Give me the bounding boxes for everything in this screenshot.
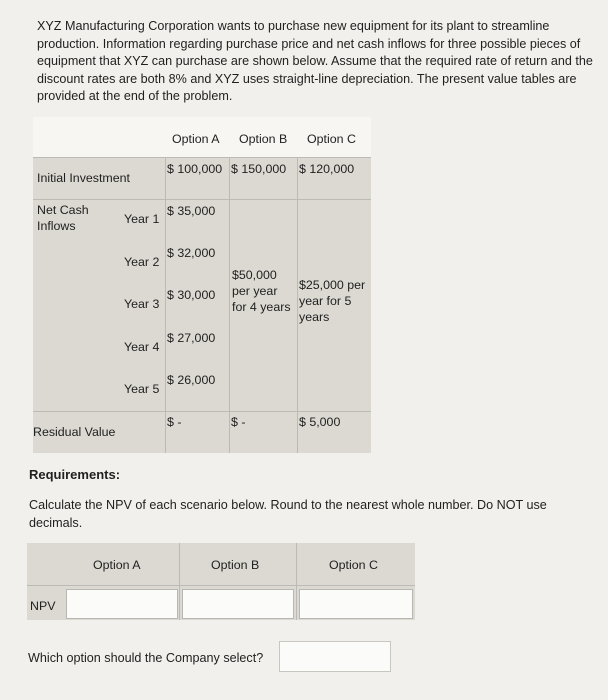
initial-investment-c: $ 120,000 — [299, 162, 355, 176]
npv-option-a-input[interactable] — [66, 589, 178, 619]
problem-intro: XYZ Manufacturing Corporation wants to purchase new equipment for its plant to streamline production. Information regarding purchase price and net cash inflows for three possible pieces of equipment that XYZ can purchase are shown below. Assume that the required rate of return and the discount rates are both 8% and XYZ uses straight-line depreciation. The present value tables are provided at the end of the problem. — [37, 19, 593, 103]
initial-investment-a: $ 100,000 — [167, 162, 223, 176]
year-2-label: Year 2 — [124, 255, 160, 269]
selection-question: Which option should the Company select? — [28, 651, 264, 665]
initial-investment-b: $ 150,000 — [231, 162, 287, 176]
npv-row-label: NPV — [30, 599, 56, 613]
year-4-option-a: $ 27,000 — [167, 331, 216, 345]
year-2-option-a: $ 32,000 — [167, 246, 216, 260]
residual-value-b: $ - — [231, 415, 246, 429]
residual-value-c: $ 5,000 — [299, 415, 341, 429]
year-5-label: Year 5 — [124, 382, 160, 396]
answer-header-option-c: Option C — [329, 558, 378, 572]
npv-option-b-input[interactable] — [182, 589, 294, 619]
residual-value-label: Residual Value — [33, 425, 116, 439]
header-option-c: Option C — [307, 132, 356, 146]
option-c-inflows: $25,000 per year for 5 years — [299, 278, 366, 324]
year-3-label: Year 3 — [124, 297, 160, 311]
header-option-a: Option A — [172, 132, 220, 146]
npv-answer-table — [27, 543, 415, 620]
net-cash-inflows-label: Net Cash Inflows — [37, 203, 89, 233]
requirements-text: Calculate the NPV of each scenario below. Round to the nearest whole number. Do NOT use decimals. — [29, 498, 547, 530]
npv-option-c-input[interactable] — [299, 589, 413, 619]
header-option-b: Option B — [239, 132, 288, 146]
year-4-label: Year 4 — [124, 340, 160, 354]
investment-table — [33, 117, 371, 453]
requirements-title: Requirements: — [29, 467, 121, 482]
year-1-option-a: $ 35,000 — [167, 204, 216, 218]
initial-investment-label: Initial Investment — [37, 171, 130, 185]
option-b-inflows: $50,000 per year for 4 years — [232, 268, 291, 314]
year-1-label: Year 1 — [124, 212, 160, 226]
answer-header-option-a: Option A — [93, 558, 141, 572]
answer-header-option-b: Option B — [211, 558, 260, 572]
residual-value-a: $ - — [167, 415, 182, 429]
year-5-option-a: $ 26,000 — [167, 373, 216, 387]
option-selection-input[interactable] — [279, 641, 391, 672]
year-3-option-a: $ 30,000 — [167, 288, 216, 302]
